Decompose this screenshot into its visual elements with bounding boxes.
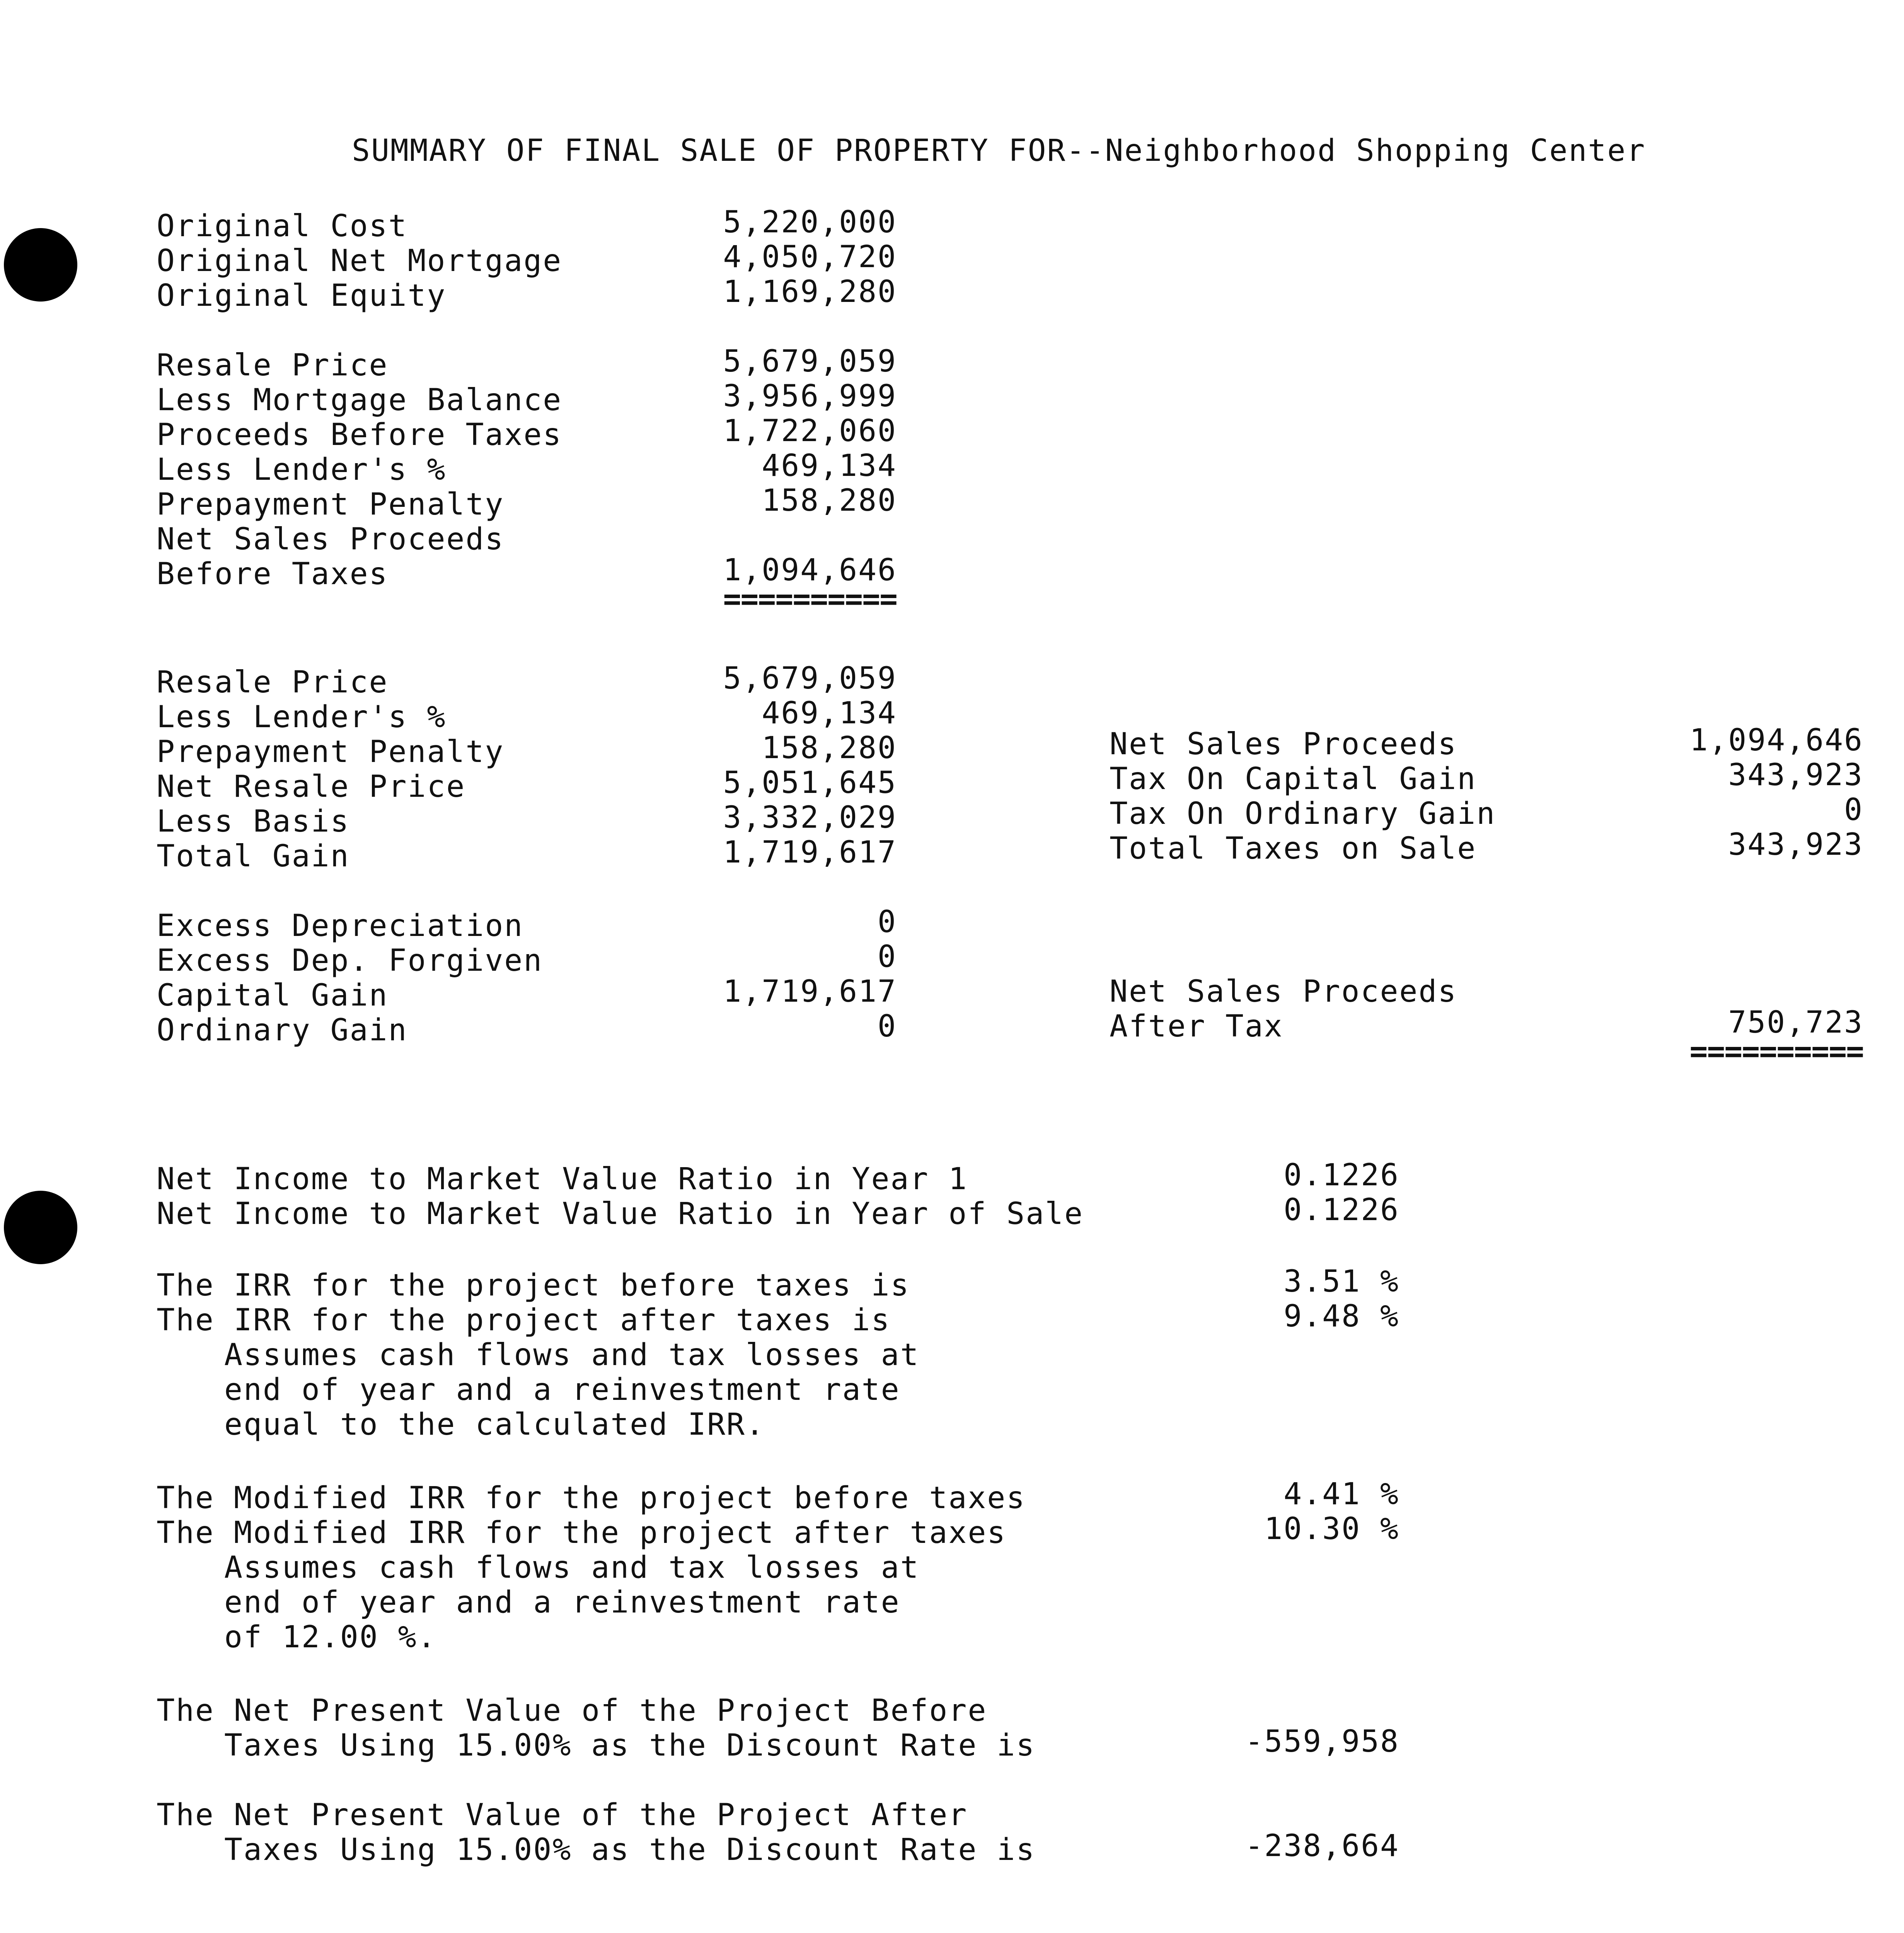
value-capital-gain: 1,719,617 [723, 974, 897, 1009]
label-mirr-after-taxes: The Modified IRR for the project after taxes [157, 1515, 1007, 1550]
label-before-taxes: Before Taxes [157, 557, 389, 591]
label-excess-dep-forgiven: Excess Dep. Forgiven [157, 943, 543, 978]
mirr-note-line-2: end of year and a reinvestment rate [224, 1585, 900, 1620]
value-net-sales-proceeds-2: 1,094,646 [1689, 723, 1863, 758]
value-total-taxes-on-sale: 343,923 [1728, 827, 1863, 862]
value-ordinary-gain: 0 [878, 1009, 897, 1044]
label-resale-price-2: Resale Price [157, 665, 389, 700]
mirr-note-line-3: of 12.00 %. [224, 1620, 437, 1655]
value-irr-before-taxes: 3.51 % [1284, 1264, 1399, 1299]
label-total-taxes-on-sale: Total Taxes on Sale [1110, 831, 1477, 866]
label-total-gain: Total Gain [157, 839, 350, 874]
label-original-cost: Original Cost [157, 209, 408, 244]
value-proceeds-before-taxes: 1,722,060 [723, 414, 897, 448]
label-mirr-before-taxes: The Modified IRR for the project before taxes [157, 1481, 1026, 1515]
label-less-mortgage-balance: Less Mortgage Balance [157, 383, 563, 418]
label-net-sales-proceeds-1: Net Sales Proceeds [157, 522, 505, 557]
page-title: SUMMARY OF FINAL SALE OF PROPERTY FOR--Neighborhood Shopping Center [352, 133, 1646, 168]
value-total-gain: 1,719,617 [723, 835, 897, 870]
label-irr-before-taxes: The IRR for the project before taxes is [157, 1268, 910, 1303]
label-prepayment-penalty-2: Prepayment Penalty [157, 735, 505, 769]
value-original-cost: 5,220,000 [723, 205, 897, 240]
value-resale-price-1: 5,679,059 [723, 344, 897, 379]
value-after-tax: 750,723 [1728, 1005, 1863, 1040]
label-tax-on-capital-gain: Tax On Capital Gain [1110, 762, 1477, 796]
label-less-lenders-pct-1: Less Lender's % [157, 452, 447, 487]
label-proceeds-before-taxes: Proceeds Before Taxes [157, 418, 563, 452]
label-original-net-mortgage: Original Net Mortgage [157, 244, 563, 278]
value-ratio-year-1: 0.1226 [1284, 1158, 1399, 1193]
label-capital-gain: Capital Gain [157, 978, 389, 1013]
label-ratio-year-1: Net Income to Market Value Ratio in Year 1 [157, 1162, 968, 1197]
value-excess-dep-forgiven: 0 [878, 939, 897, 974]
value-irr-after-taxes: 9.48 % [1284, 1299, 1399, 1334]
value-less-mortgage-balance: 3,956,999 [723, 379, 897, 414]
npv-before-line-1: The Net Present Value of the Project Before [157, 1693, 987, 1728]
label-irr-after-taxes: The IRR for the project after taxes is [157, 1303, 891, 1338]
label-prepayment-penalty-1: Prepayment Penalty [157, 487, 505, 522]
irr-note-line-1: Assumes cash flows and tax losses at [224, 1338, 920, 1372]
double-rule-1: ========== [723, 582, 897, 617]
value-less-lenders-pct-2: 469,134 [762, 696, 897, 731]
npv-after-line-2: Taxes Using 15.00% as the Discount Rate is [224, 1832, 1036, 1867]
irr-note-line-2: end of year and a reinvestment rate [224, 1372, 900, 1407]
value-before-taxes: 1,094,646 [723, 553, 897, 588]
value-less-lenders-pct-1: 469,134 [762, 448, 897, 483]
label-less-lenders-pct-2: Less Lender's % [157, 700, 447, 735]
label-ratio-year-of-sale: Net Income to Market Value Ratio in Year of Sale [157, 1197, 1084, 1231]
double-rule-2: ========== [1689, 1034, 1863, 1069]
label-net-sales-proceeds-2: Net Sales Proceeds [1110, 727, 1457, 762]
label-resale-price-1: Resale Price [157, 348, 389, 383]
value-prepayment-penalty-2: 158,280 [762, 731, 897, 765]
punch-hole-top [4, 228, 77, 302]
label-less-basis: Less Basis [157, 804, 350, 839]
value-npv-after: -238,664 [1245, 1829, 1399, 1863]
value-excess-depreciation: 0 [878, 905, 897, 939]
value-resale-price-2: 5,679,059 [723, 661, 897, 696]
value-less-basis: 3,332,029 [723, 800, 897, 835]
label-tax-on-ordinary-gain: Tax On Ordinary Gain [1110, 796, 1496, 831]
label-after-tax: After Tax [1110, 1009, 1284, 1044]
value-tax-on-ordinary-gain: 0 [1844, 793, 1863, 827]
irr-note-line-3: equal to the calculated IRR. [224, 1407, 765, 1442]
value-tax-on-capital-gain: 343,923 [1728, 758, 1863, 793]
npv-after-line-1: The Net Present Value of the Project After [157, 1798, 968, 1832]
value-net-resale-price: 5,051,645 [723, 765, 897, 800]
punch-hole-middle [4, 1191, 77, 1264]
mirr-note-line-1: Assumes cash flows and tax losses at [224, 1550, 920, 1585]
value-prepayment-penalty-1: 158,280 [762, 483, 897, 518]
value-npv-before: -559,958 [1245, 1724, 1399, 1759]
label-net-sales-proceeds-3: Net Sales Proceeds [1110, 974, 1457, 1009]
label-ordinary-gain: Ordinary Gain [157, 1013, 408, 1048]
value-original-net-mortgage: 4,050,720 [723, 240, 897, 274]
value-original-equity: 1,169,280 [723, 274, 897, 309]
label-excess-depreciation: Excess Depreciation [157, 909, 524, 943]
label-net-resale-price: Net Resale Price [157, 769, 466, 804]
value-ratio-year-of-sale: 0.1226 [1284, 1193, 1399, 1227]
npv-before-line-2: Taxes Using 15.00% as the Discount Rate is [224, 1728, 1036, 1763]
value-mirr-after-taxes: 10.30 % [1264, 1512, 1399, 1546]
label-original-equity: Original Equity [157, 278, 447, 313]
value-mirr-before-taxes: 4.41 % [1284, 1477, 1399, 1512]
